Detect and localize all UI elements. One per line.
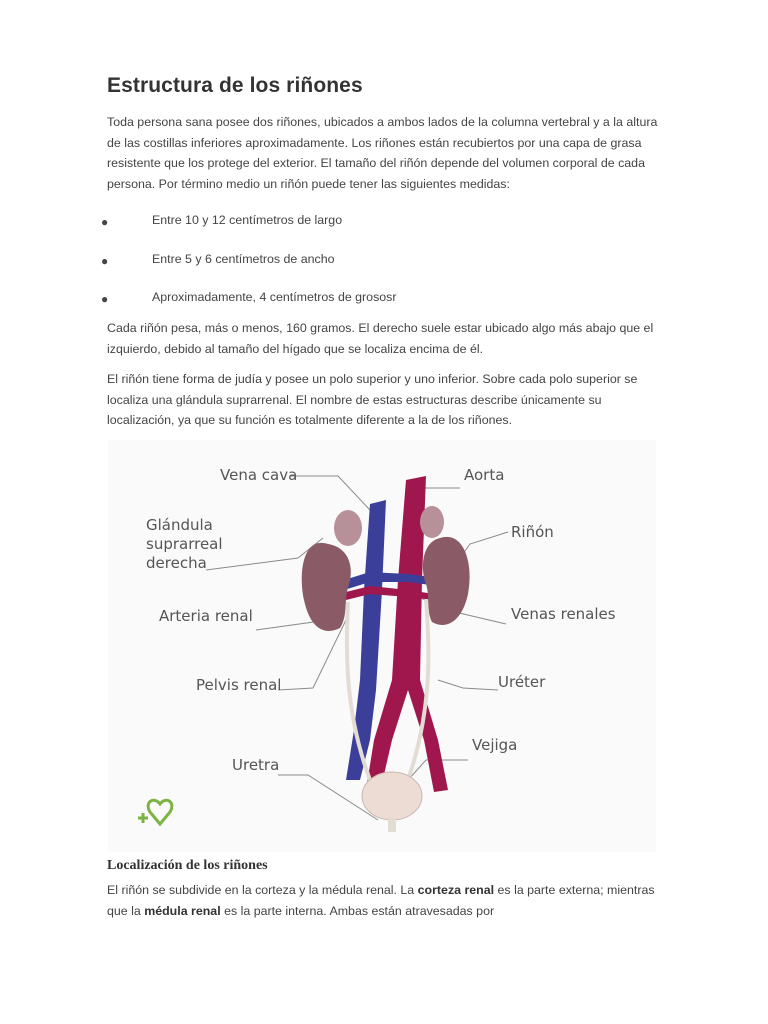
list-item-text: Entre 10 y 12 centímetros de largo bbox=[152, 213, 343, 227]
label-pelvis-renal: Pelvis renal bbox=[196, 676, 282, 694]
cortex-text: es la parte interna. Ambas están atravesadas por bbox=[220, 903, 495, 918]
bullet-icon: ● bbox=[101, 215, 109, 229]
label-vena-cava: Vena cava bbox=[220, 466, 298, 484]
medulla-bold-term: médula renal bbox=[144, 903, 221, 918]
label-uretra: Uretra bbox=[232, 756, 280, 774]
cortex-bold-term: corteza renal bbox=[417, 883, 495, 897]
label-glandula: Glándula bbox=[146, 516, 213, 534]
label-arteria-renal: Arteria renal bbox=[159, 607, 253, 625]
kidney-anatomy-diagram bbox=[108, 440, 656, 852]
intro-paragraph: Toda persona sana posee dos riñones, ubicados a ambos lados de la columna vertebral y a la altura de las costillas inferiores aproximadamente. Los riñones están recubiertos por una capa de grasa resistente que los protege del exterior. El tamaño del riñón depende del volumen corporal de cada persona. Por término medio un riñón puede tener las siguientes medidas: bbox=[107, 115, 658, 191]
label-glandula: derecha bbox=[146, 554, 207, 572]
label-vejiga: Vejiga bbox=[472, 736, 518, 754]
label-ureter: Uréter bbox=[498, 673, 546, 691]
weight-paragraph: Cada riñón pesa, más o menos, 160 gramos. El derecho suele estar ubicado algo más abajo que el izquierdo, debido al tamaño del hígado que se localiza encima de él. bbox=[107, 321, 654, 356]
bullet-icon: ● bbox=[101, 254, 109, 268]
cortex-text: El riñón se subdivide en la corteza y la médula renal. La bbox=[107, 883, 418, 897]
shape-paragraph: El riñón tiene forma de judía y posee un polo superior y uno inferior. Sobre cada polo superior se localiza una glándula suprarrenal. El nombre de estas estructuras describe únicamente su localización, ya que su función es totalmente diferente a la de los riñones. bbox=[107, 372, 638, 427]
cortex-text: es la parte externa; mientras que la bbox=[107, 883, 655, 918]
cortex-paragraph bbox=[107, 880, 662, 921]
label-venas-renales: Venas renales bbox=[511, 605, 616, 623]
label-aorta: Aorta bbox=[464, 466, 505, 484]
bullet-icon: ● bbox=[101, 292, 109, 306]
list-item-text: Aproximadamente, 4 centímetros de grososr bbox=[152, 290, 397, 304]
list-item-text: Entre 5 y 6 centímetros de ancho bbox=[152, 252, 335, 266]
section-title: Localización de los riñones bbox=[107, 858, 268, 873]
label-rinon: Riñón bbox=[511, 523, 554, 541]
label-glandula: suprarreal bbox=[146, 535, 223, 553]
page-title: Estructura de los riñones bbox=[107, 74, 363, 97]
